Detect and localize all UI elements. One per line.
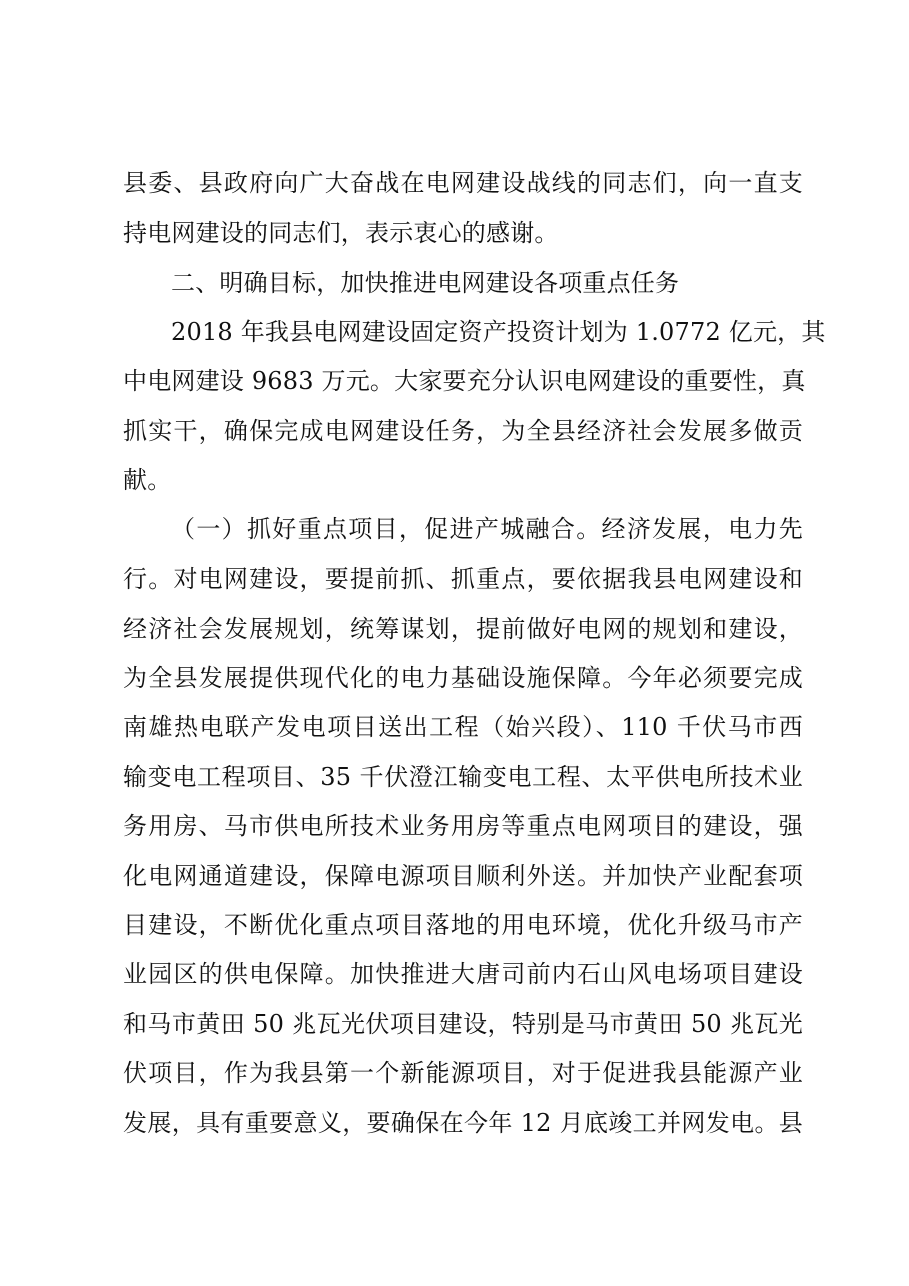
paragraph-line: 为全县发展提供现代化的电力基础设施保障。今年必须要完成	[123, 664, 803, 692]
paragraph-line: 和马市黄田 50 兆瓦光伏项目建设，特别是马市黄田 50 兆瓦光	[123, 1010, 803, 1038]
paragraph-line: 南雄热电联产发电项目送出工程（始兴段）、110 千伏马市西	[123, 713, 803, 741]
paragraph-line: 献。	[123, 466, 172, 494]
paragraph-line: 发展，具有重要意义，要确保在今年 12 月底竣工并网发电。县	[123, 1109, 803, 1137]
paragraph-line: 持电网建设的同志们，表示衷心的感谢。	[123, 219, 559, 247]
paragraph-line: 务用房、马市供电所技术业务用房等重点电网项目的建设，强	[123, 812, 803, 840]
paragraph-line: （一）抓好重点项目，促进产城融合。经济发展，电力先	[171, 515, 803, 543]
paragraph-line: 中电网建设 9683 万元。大家要充分认识电网建设的重要性，真	[123, 367, 806, 395]
paragraph-line: 输变电工程项目、35 千伏澄江输变电工程、太平供电所技术业	[123, 763, 803, 791]
paragraph-line: 业园区的供电保障。加快推进大唐司前内石山风电场项目建设	[123, 960, 803, 988]
paragraph-line: 目建设，不断优化重点项目落地的用电环境，优化升级马市产	[123, 911, 803, 939]
section-heading: 二、明确目标，加快推进电网建设各项重点任务	[171, 269, 680, 297]
paragraph-line: 2018 年我县电网建设固定资产投资计划为 1.0772 亿元，其	[171, 318, 826, 346]
paragraph-line: 经济社会发展规划，统筹谋划，提前做好电网的规划和建设，	[123, 615, 803, 643]
paragraph-line: 伏项目，作为我县第一个新能源项目，对于促进我县能源产业	[123, 1059, 803, 1087]
paragraph-line: 化电网通道建设，保障电源项目顺利外送。并加快产业配套项	[123, 862, 803, 890]
paragraph-line: 抓实干，确保完成电网建设任务，为全县经济社会发展多做贡	[123, 417, 803, 445]
paragraph-line: 行。对电网建设，要提前抓、抓重点，要依据我县电网建设和	[123, 565, 803, 593]
paragraph-line: 县委、县政府向广大奋战在电网建设战线的同志们，向一直支	[123, 169, 803, 197]
